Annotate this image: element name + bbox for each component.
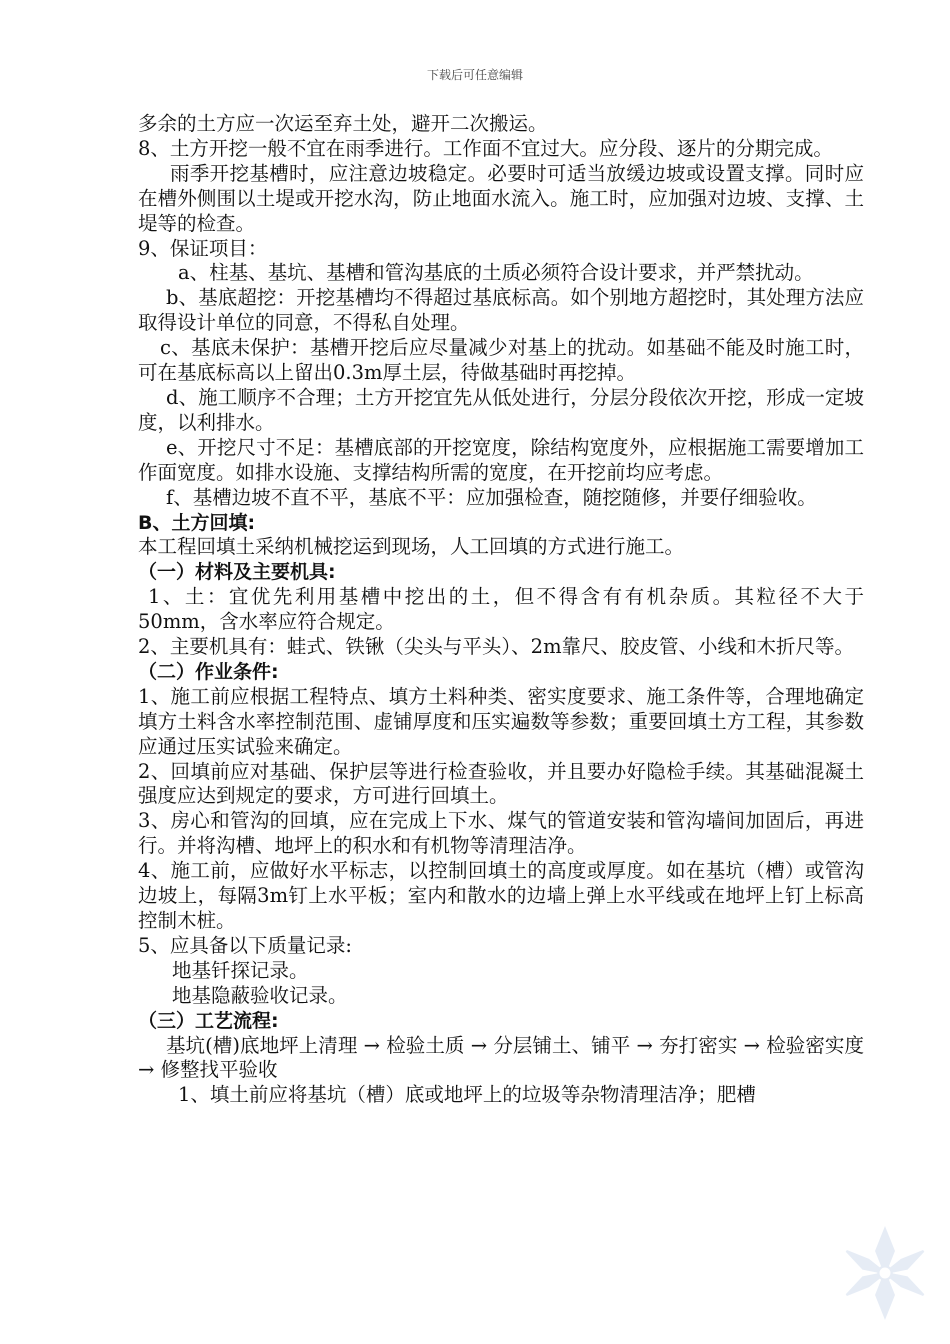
section-heading: B、土方回填: xyxy=(138,511,256,534)
paragraph: 1、土：宜优先利用基槽中挖出的土，但不得含有有机杂质。其粒径不大于50mm，含水率应符合规定。 xyxy=(138,585,864,634)
paragraph: 1、填土前应将基坑（槽）底或地坪上的垃圾等杂物清理洁净；肥槽 xyxy=(178,1083,756,1107)
document-body xyxy=(138,112,864,1108)
process-flow: 基坑(槽)底地坪上清理 → 检验土质 → 分层铺土、铺平 → 夯打密实 → 检验密实度 → 修整找平验收 xyxy=(138,1033,864,1082)
paragraph: 3、房心和管沟的回填，应在完成上下水、煤气的管道安装和管沟墙间加固后，再进行。并将沟槽、地坪上的积水和有机物等清理洁净。 xyxy=(138,809,864,858)
paragraph: f、基槽边坡不直不平，基底不平：应加强检查，随挖随修，并要仔细验收。 xyxy=(166,485,817,509)
paragraph: 本工程回填土采纳机械挖运到现场，人工回填的方式进行施工。 xyxy=(138,535,685,559)
subsection-heading: （三）工艺流程: xyxy=(138,1009,279,1032)
paragraph: 8、土方开挖一般不宜在雨季进行。工作面不宜过大。应分段、逐片的分期完成。 xyxy=(138,136,833,160)
list-item: 地基钎探记录。 xyxy=(172,958,309,982)
paragraph: 2、主要机具有：蛙式、铁锹（尖头与平头）、2m靠尺、胶皮管、小线和木折尺等。 xyxy=(138,635,855,659)
paragraph: a、柱基、基坑、基槽和管沟基底的土质必须符合设计要求，并严禁扰动。 xyxy=(178,261,814,285)
paragraph: 雨季开挖基槽时，应注意边坡稳定。必要时可适当放缓边坡或设置支撑。同时应在槽外侧围以土堤或开挖水沟，防止地面水流入。施工时，应加强对边坡、支撑、土堤等的检查。 xyxy=(138,161,864,235)
snowflake-icon xyxy=(830,1218,940,1328)
paragraph: 4、施工前，应做好水平标志，以控制回填土的高度或厚度。如在基坑（槽）或管沟边坡上，每隔3m钉上水平板；室内和散水的边墙上弹上水平线或在地坪上钉上标高控制木桩。 xyxy=(138,859,864,932)
paragraph: c、基底未保护：基槽开挖后应尽量减少对基上的扰动。如基础不能及时施工时，可在基底标高以上留出0.3m厚土层，待做基础时再挖掉。 xyxy=(138,336,864,385)
paragraph: 2、回填前应对基础、保护层等进行检查验收，并且要办好隐检手续。其基础混凝土强度应达到规定的要求，方可进行回填土。 xyxy=(138,759,864,808)
subsection-heading: （二）作业条件: xyxy=(138,660,279,683)
paragraph: e、开挖尺寸不足：基槽底部的开挖宽度，除结构宽度外，应根据施工需要增加工作面宽度。如排水设施、支撑结构所需的宽度，在开挖前均应考虑。 xyxy=(138,435,864,484)
paragraph: 9、保证项目： xyxy=(138,236,268,260)
list-item: 地基隐蔽验收记录。 xyxy=(172,983,348,1007)
page-header: 下载后可任意编辑 xyxy=(426,68,523,82)
paragraph: d、施工顺序不合理；土方开挖宜先从低处进行，分层分段依次开挖，形成一定坡度，以利排水。 xyxy=(138,385,864,434)
paragraph: b、基底超挖：开挖基槽均不得超过基底标高。如个别地方超挖时，其处理方法应取得设计单位的同意，不得私自处理。 xyxy=(138,286,864,335)
paragraph: 1、施工前应根据工程特点、填方土料种类、密实度要求、施工条件等，合理地确定填方土料含水率控制范围、虚铺厚度和压实遍数等参数；重要回填土方工程，其参数应通过压实试验来确定。 xyxy=(138,684,864,758)
subsection-heading: （一）材料及主要机具: xyxy=(138,561,336,584)
paragraph: 多余的土方应一次运至弃土处，避开二次搬运。 xyxy=(138,112,548,135)
paragraph: 5、应具备以下质量记录: xyxy=(138,933,352,957)
